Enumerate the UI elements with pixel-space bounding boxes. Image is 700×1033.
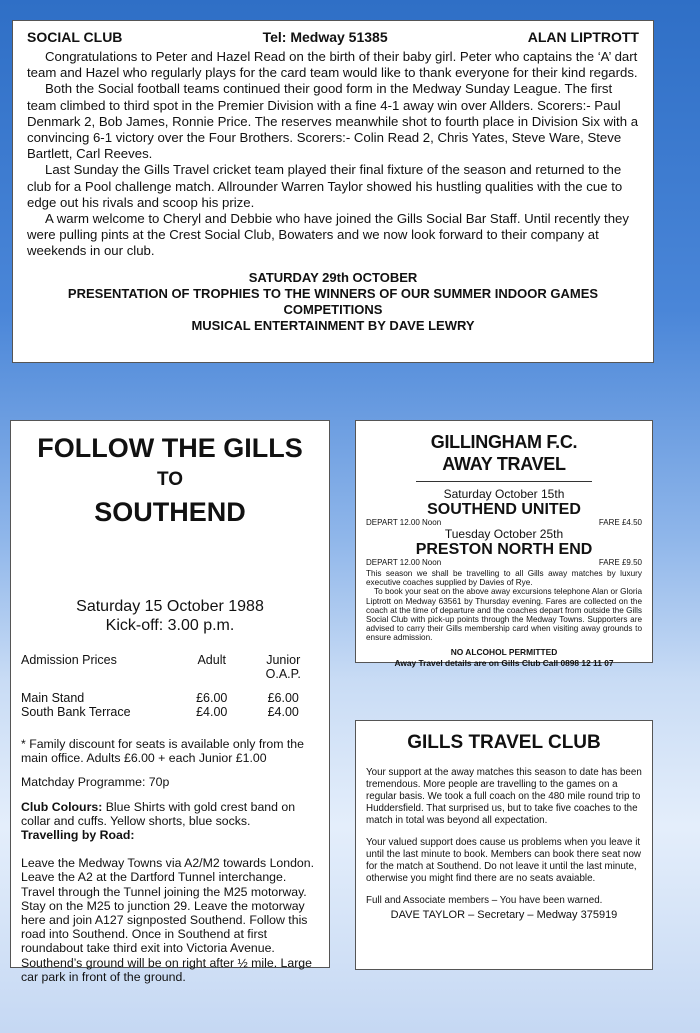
follow-destination: SOUTHEND [94,497,246,527]
kickoff-time: Kick-off: 3.00 p.m. [105,617,235,634]
gills-travel-club-panel [355,720,653,970]
trip1-meta: DEPART 12.00 Noon FARE £4.50 [366,518,642,527]
travel-club-paragraph: Your valued support does cause us problems when you leave it until the last minute to book. Members can book there seat now for the match at Southend. Do not leave it until the last minute, otherwise you might find there are no seats avaiable. [366,837,642,884]
table-row: Main Stand £6.00 £6.00 [21,691,299,705]
event-music: MUSICAL ENTERTAINMENT BY DAVE LEWRY [191,317,475,333]
travel-club-signature: DAVE TAYLOR – Secretary – Medway 375919 [390,909,618,921]
follow-the-gills-panel [10,420,330,984]
matchday-programme: Matchday Programme: 70p [21,775,170,790]
travelling-by-road-label: Travelling by Road: [21,828,135,843]
trip1-day: Saturday October 15th [443,487,565,501]
social-paragraph: A warm welcome to Cheryl and Debbie who have joined the Gills Social Bar Staff. Until recently they were pulling pints at the Crest Social Club, Bowaters and we now look forward to their company at weekends in our club. [27,211,629,259]
adult-header: Adult [197,653,226,667]
away-travel-panel [355,420,653,668]
event-trophies: PRESENTATION OF TROPHIES TO THE WINNERS OF OUR SUMMER INDOOR GAMES COMPETITIONS [67,285,599,317]
social-club-title: SOCIAL CLUB [27,29,123,45]
social-club-author: ALAN LIPTROTT [527,29,639,45]
social-paragraph: Both the Social football teams continued their good form in the Medway Sunday League. The first team climbed to third spot in the Premier Division with a fine 4-1 away win over Allders. Scorers:- Paul Denmark 2, Bob James, Ronnie Price. The reserves meanwhile shot to fourth place in Division Six with a convincing 6-1 victory over the Four Brothers. Scorers:- Colin Read 2, Chris Yates, Steve Ware, Steve Bartlett, Carl Reeves. [27,81,639,162]
travel-club-warning: Full and Associate members – You have been warned. [366,895,603,906]
social-club-panel [12,20,654,363]
social-paragraph: Last Sunday the Gills Travel cricket team played their final fixture of the season and returned to the club for a Pool challenge match. Allrounder Warren Taylor showed his hustling qualities with the cue to edge out his rivals and scoop his prize. [27,162,623,210]
prices-header: Admission Prices [21,653,117,667]
away-booking-info: To book your seat on the above away excursions telephone Alan or Gloria Liptrott on Medway 63561 by Thursday evening. Fares are collected on the coach at the time of departure and the coaches depart from outside the Gills Social Club with pick-up points through the Medway Towns. Supporters are advised to carry their Gills membership card when visiting away grounds to ensure admission. [366,587,642,643]
club-call: Away Travel details are on Gills Club Call 0898 12 11 07 [394,657,614,668]
event-date: SATURDAY 29th OCTOBER [248,269,418,285]
table-row: South Bank Terrace £4.00 £4.00 [21,705,299,719]
travel-club-paragraph: Your support at the away matches this season to date has been tremendous. More people are travelling to the games on a regular basis. We took a full coach on the 480 mile round trip to Huddersfield. That surprised us, but to take five coaches to the match in total was beyond all expectation. [366,767,642,826]
trip2-day: Tuesday October 25th [444,527,564,541]
trip2-meta: DEPART 12.00 Noon FARE £9.50 [366,558,642,567]
junior-header: Junior O.A.P. [265,653,301,681]
travel-club-title: GILLS TRAVEL CLUB [407,732,601,753]
road-directions: Leave the Medway Towns via A2/M2 towards London. Leave the A2 at the Dartford Tunnel interchange. Travel through the Tunnel joining the M25 motorway. Stay on the M25 to junction 29. Leave the motorway here and join A127 signposted Southend. Follow this road into Southend. Once in Southend at first roundabout take third exit into Victoria Avenue. Southend’s ground will be on right after ½ mile. Large car park in front of the ground. [21,856,315,984]
no-alcohol: NO ALCOHOL PERMITTED [450,646,558,657]
social-club-phone: Tel: Medway 51385 [262,29,388,45]
family-discount: * Family discount for seats is available only from the main office. Adults £6.00 + each Junior £1.00 [21,737,304,766]
away-info: This season we shall be travelling to all Gills away matches by luxury executive coaches supplied by Davies of Rye. [366,569,642,588]
social-paragraph: Congratulations to Peter and Hazel Read on the birth of their baby girl. Peter who captains the ‘A’ dart team and Hazel who regularly plays for the card team would like to thank everyone for their kind regards. [27,49,638,81]
away-travel-title: GILLINGHAM F.C. AWAY TRAVEL [416,431,592,482]
trip2-team: PRESTON NORTH END [415,541,593,558]
admission-prices-table [21,653,319,719]
follow-to: TO [156,469,184,490]
trip1-team: SOUTHEND UNITED [427,501,581,518]
prices-header-row [21,653,319,681]
club-colours: Club Colours: Blue Shirts with gold crest band on collar and cuffs. Yellow shorts, blue socks. [21,799,296,828]
match-date: Saturday 15 October 1988 [76,598,264,615]
social-club-header [27,29,639,45]
follow-headline: FOLLOW THE GILLS [37,433,303,463]
social-events [27,270,639,334]
